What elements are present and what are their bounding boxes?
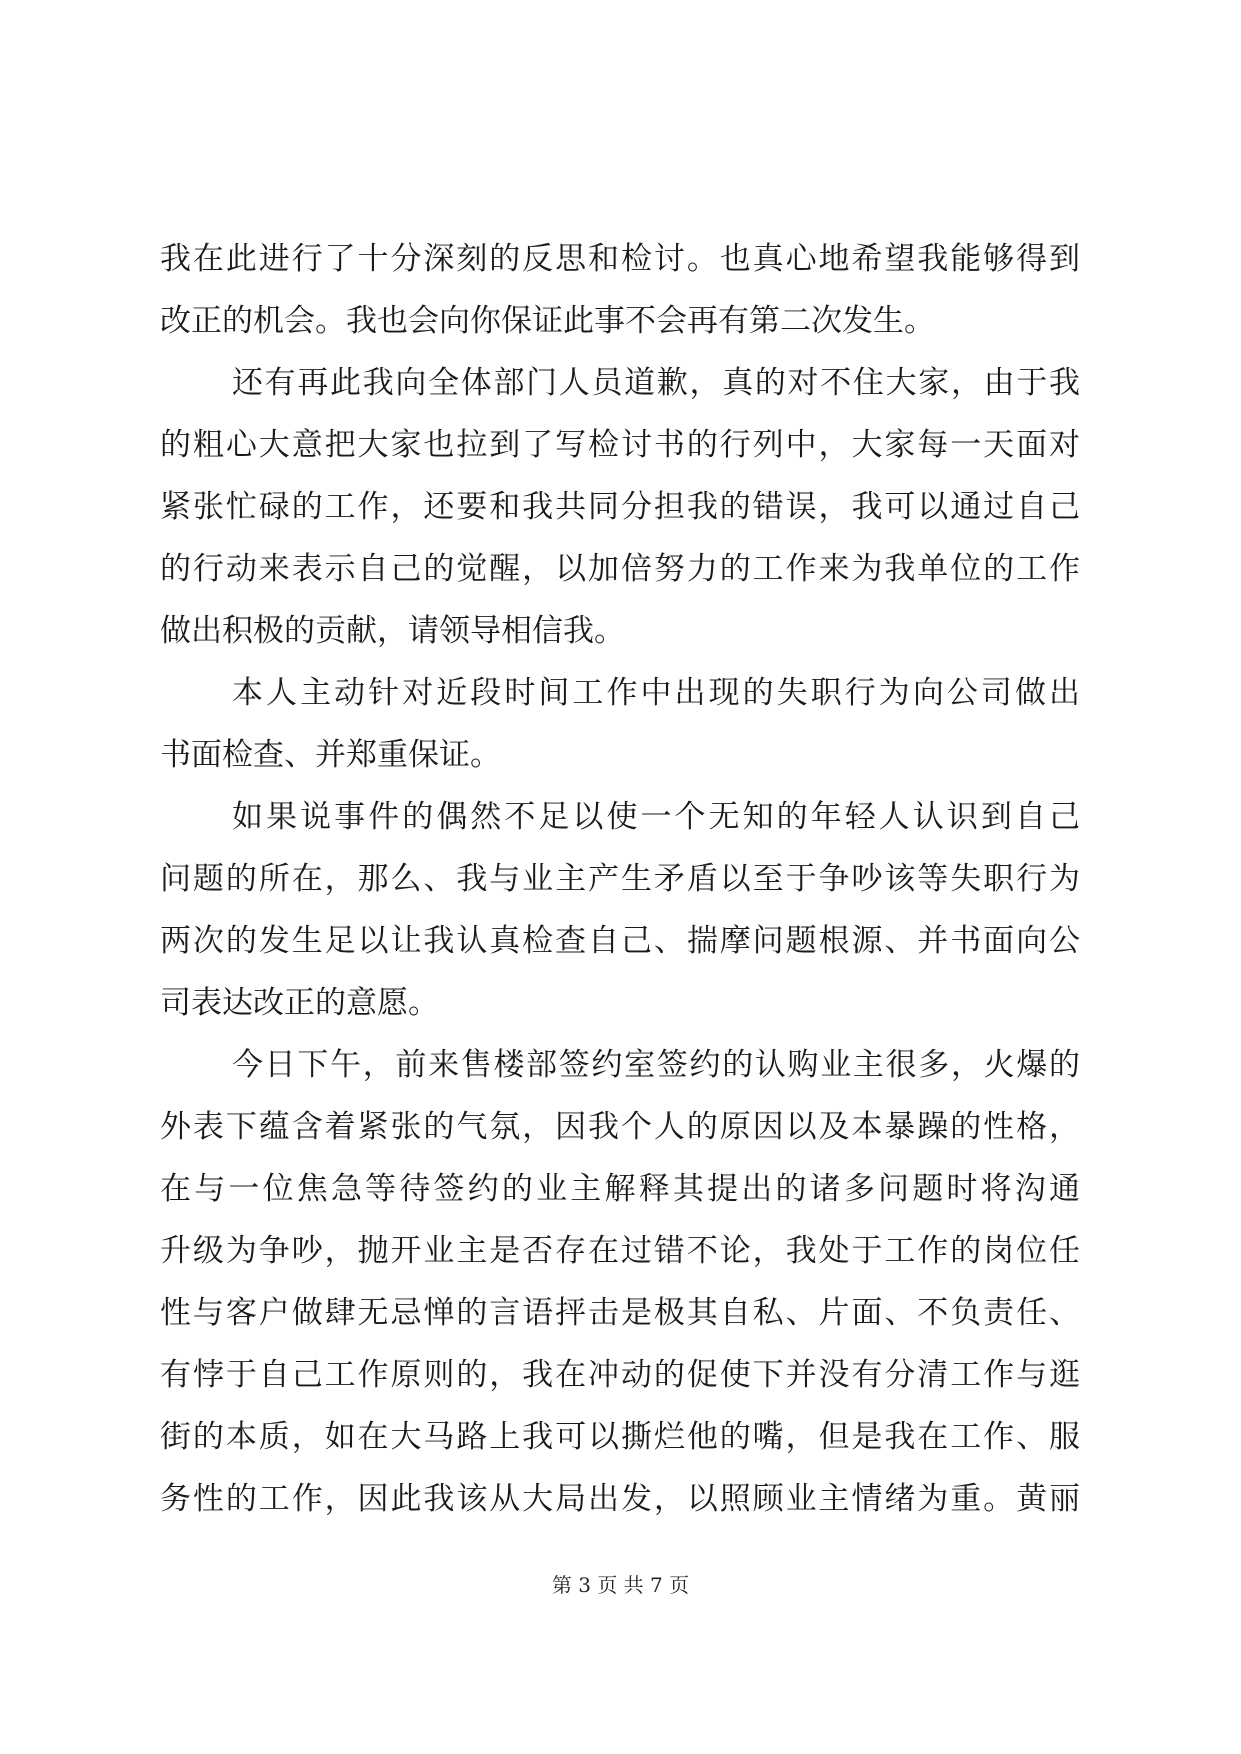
document-body bbox=[160, 228, 1080, 1530]
text-line: 紧张忙碌的工作，还要和我共同分担我的错误，我可以通过自己 bbox=[160, 489, 1080, 525]
page-footer: 第 3 页 共 7 页 bbox=[551, 1573, 690, 1597]
text-line: 我在此进行了十分深刻的反思和检讨。也真心地希望我能够得到 bbox=[160, 241, 1080, 277]
text-line: 改正的机会。我也会向你保证此事不会再有第二次发生。 bbox=[160, 303, 935, 339]
text-line: 外表下蕴含着紧张的气氛，因我个人的原因以及本暴躁的性格， bbox=[160, 1109, 1080, 1145]
text-line: 的行动来表示自己的觉醒，以加倍努力的工作来为我单位的工作 bbox=[160, 551, 1080, 587]
text-line: 书面检查、并郑重保证。 bbox=[160, 737, 501, 773]
text-line: 做出积极的贡献，请领导相信我。 bbox=[160, 613, 625, 649]
text-line: 务性的工作，因此我该从大局出发，以照顾业主情绪为重。黄丽 bbox=[160, 1481, 1080, 1517]
text-line: 性与客户做肆无忌惮的言语抨击是极其自私、片面、不负责任、 bbox=[160, 1295, 1080, 1331]
text-line: 如果说事件的偶然不足以使一个无知的年轻人认识到自己 bbox=[232, 799, 1080, 835]
text-line: 两次的发生足以让我认真检查自己、揣摩问题根源、并书面向公 bbox=[160, 923, 1080, 959]
text-line: 升级为争吵，抛开业主是否存在过错不论，我处于工作的岗位任 bbox=[160, 1233, 1080, 1269]
text-line: 的粗心大意把大家也拉到了写检讨书的行列中，大家每一天面对 bbox=[160, 427, 1080, 463]
text-line: 有悖于自己工作原则的，我在冲动的促使下并没有分清工作与逛 bbox=[160, 1357, 1080, 1393]
text-line: 在与一位焦急等待签约的业主解释其提出的诸多问题时将沟通 bbox=[160, 1171, 1080, 1207]
text-line: 问题的所在，那么、我与业主产生矛盾以至于争吵该等失职行为 bbox=[160, 861, 1080, 897]
text-line: 还有再此我向全体部门人员道歉，真的对不住大家，由于我 bbox=[232, 365, 1080, 401]
text-line: 本人主动针对近段时间工作中出现的失职行为向公司做出 bbox=[232, 675, 1080, 711]
text-line: 司表达改正的意愿。 bbox=[160, 985, 439, 1021]
text-line: 今日下午，前来售楼部签约室签约的认购业主很多，火爆的 bbox=[232, 1047, 1080, 1083]
text-line: 街的本质，如在大马路上我可以撕烂他的嘴，但是我在工作、服 bbox=[160, 1419, 1080, 1455]
